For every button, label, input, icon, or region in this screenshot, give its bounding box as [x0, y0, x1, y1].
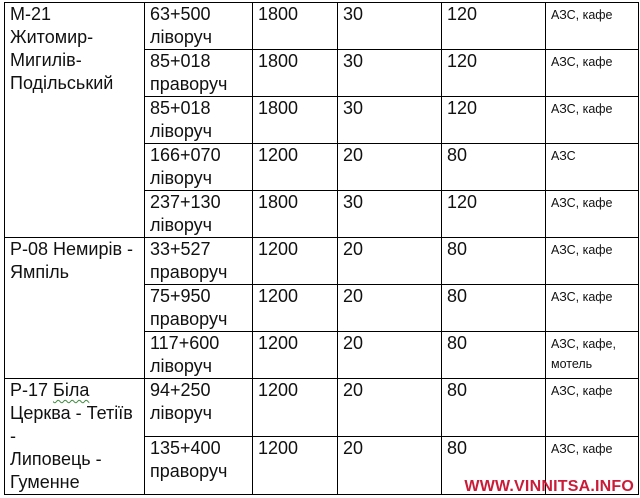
value-cell: 1800 [253, 97, 338, 144]
road-name [10, 380, 133, 492]
services-cell [546, 332, 639, 379]
services-value: АЗС, кафе, мотель [551, 337, 616, 371]
value-cell: 120 [442, 191, 546, 238]
road-cell [5, 3, 145, 238]
services-value: АЗС, кафе [551, 102, 613, 116]
services-value: АЗС, кафе [551, 196, 613, 210]
table-row [5, 238, 639, 285]
services-value: АЗС, кафе [551, 384, 613, 398]
table-row [5, 379, 639, 437]
services-cell [546, 144, 639, 191]
value-cell: 1200 [253, 144, 338, 191]
services-cell [546, 238, 639, 285]
value-cell: 20 [338, 332, 442, 379]
services-cell [546, 50, 639, 97]
site-watermark: WWW.VINNITSA.INFO [464, 478, 634, 495]
value-cell: 30 [338, 3, 442, 50]
services-cell [546, 3, 639, 50]
value-cell: 1200 [253, 332, 338, 379]
km-cell [145, 50, 253, 97]
road-name-part: Р-17 [10, 380, 54, 400]
services-value: АЗС, кафе [551, 290, 613, 304]
road-cell [5, 379, 145, 495]
value-cell: 1200 [253, 285, 338, 332]
km-value: 63+500 ліворуч [150, 4, 213, 47]
value-cell: 120 [442, 97, 546, 144]
value-cell: 30 [338, 97, 442, 144]
value-cell: 80 [442, 285, 546, 332]
km-cell [145, 238, 253, 285]
km-cell [145, 437, 253, 495]
services-value: АЗС, кафе [551, 243, 613, 257]
value-cell: 80 [442, 437, 546, 495]
services-cell [546, 379, 639, 437]
km-value: 166+070 ліворуч [150, 145, 221, 188]
road-name-part: Церква - Тетіїв - Липовець - Гуменне [10, 403, 133, 492]
value-cell: 20 [338, 285, 442, 332]
value-cell: 1200 [253, 437, 338, 495]
value-cell: 80 [442, 332, 546, 379]
value-cell: 1800 [253, 191, 338, 238]
road-name: М-21 Житомир- Мигилів- Подільський [10, 4, 114, 93]
km-cell [145, 191, 253, 238]
value-cell: 120 [442, 3, 546, 50]
value-cell: 30 [338, 191, 442, 238]
value-cell: 80 [442, 238, 546, 285]
km-value: 85+018 праворуч [150, 51, 228, 94]
km-cell [145, 379, 253, 437]
km-value: 135+400 праворуч [150, 438, 228, 481]
services-value: АЗС, кафе [551, 442, 613, 456]
value-cell: 1800 [253, 50, 338, 97]
km-cell [145, 285, 253, 332]
value-cell: 1200 [253, 238, 338, 285]
km-value: 117+600 ліворуч [150, 333, 220, 376]
km-value: 75+950 праворуч [150, 286, 228, 329]
table-row [5, 3, 639, 50]
value-cell: 30 [338, 50, 442, 97]
services-cell [546, 285, 639, 332]
km-value: 237+130 ліворуч [150, 192, 221, 235]
road-name-part-spellcheck: Біла [53, 380, 90, 400]
km-cell [145, 332, 253, 379]
services-cell [546, 97, 639, 144]
value-cell: 1800 [253, 3, 338, 50]
value-cell: 80 [442, 144, 546, 191]
value-cell: 20 [338, 379, 442, 437]
value-cell: 80 [442, 379, 546, 437]
value-cell: 1200 [253, 379, 338, 437]
value-cell: 20 [338, 238, 442, 285]
km-value: 94+250 ліворуч [150, 380, 213, 423]
km-cell [145, 144, 253, 191]
services-cell [546, 191, 639, 238]
road-name: Р-08 Немирів - Ямпіль [10, 239, 134, 282]
rest-stops-table [4, 2, 639, 495]
value-cell: 20 [338, 437, 442, 495]
km-value: 33+527 праворуч [150, 239, 228, 282]
road-cell [5, 238, 145, 379]
km-value: 85+018 ліворуч [150, 98, 213, 141]
km-cell [145, 97, 253, 144]
services-value: АЗС [551, 149, 576, 163]
value-cell: 20 [338, 144, 442, 191]
services-value: АЗС, кафе [551, 8, 613, 22]
km-cell [145, 3, 253, 50]
value-cell: 120 [442, 50, 546, 97]
services-value: АЗС, кафе [551, 55, 613, 69]
